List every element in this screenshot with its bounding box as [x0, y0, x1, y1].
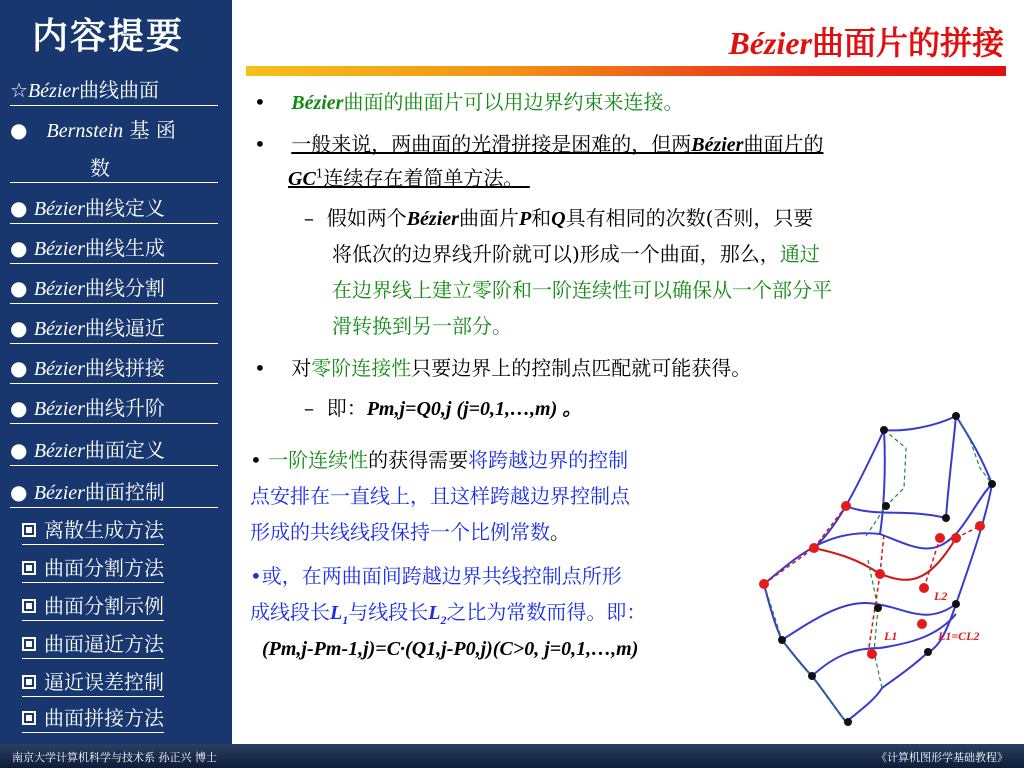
surface-curve — [812, 614, 956, 676]
subnav-item-subdivision-example[interactable]: 曲面分割示例 — [22, 592, 164, 621]
label-l1: L1 — [884, 629, 898, 643]
bullet-3: • 对零阶连接性只要边界上的控制点匹配就可能获得。 — [254, 356, 752, 380]
nav-item-bezier-curves-surfaces[interactable]: ☆Bézier曲线曲面 — [10, 76, 218, 106]
sub-bullet-1-line-4: 滑转换到另一部分。 — [332, 314, 512, 338]
square-bullet-icon — [22, 711, 36, 725]
surface-curve — [846, 506, 946, 518]
cross-boundary-line — [868, 574, 880, 654]
para-1-line-3: 形成的共线线段保持一个比例常数。 — [250, 520, 570, 544]
nav-item-curve-joining[interactable]: ● Bézier曲线拼接 — [10, 354, 218, 384]
cross-boundary-line — [764, 548, 814, 584]
label-l1-eq-cl2: L1=CL2 — [938, 629, 980, 643]
surface-curve — [946, 416, 956, 518]
footer-left-text: 南京大学计算机科学与技术系 孙正兴 博士 — [12, 751, 217, 764]
common-boundary — [814, 538, 956, 580]
sub-bullet-1-line-3: 在边界线上建立零阶和一阶连续性可以确保从一个部分平 — [332, 278, 832, 302]
subnav-item-surface-approximation[interactable]: 曲面逼近方法 — [22, 630, 164, 659]
para-1-line-2: 点安排在一直线上，且这样跨越边界控制点 — [250, 484, 630, 508]
square-bullet-icon — [22, 637, 36, 651]
nav-item-bernstein[interactable]: ● Bernstein 基 函 — [10, 118, 176, 142]
surface-curve — [846, 652, 928, 722]
footer-bar — [0, 744, 1024, 768]
control-polygon — [866, 430, 906, 536]
sub-bullet-2: – 即：Pm,j=Q0,j (j=0,1,…,m) 。 — [304, 396, 583, 420]
sidebar — [0, 0, 232, 744]
square-bullet-icon — [22, 675, 36, 689]
control-polygon — [764, 584, 846, 722]
cross-boundary-line — [880, 534, 884, 574]
square-bullet-icon — [22, 523, 36, 537]
surface-edge — [928, 484, 992, 652]
nav-item-curve-approximation[interactable]: ● Bézier曲线逼近 — [10, 314, 218, 344]
nav-item-surface-definition[interactable]: ● Bézier曲面定义 — [10, 436, 218, 466]
square-bullet-icon — [22, 599, 36, 613]
nav-item-degree-elevation[interactable]: ● Bézier曲线升阶 — [10, 394, 218, 424]
para-2-line-1: •或，在两曲面间跨越边界共线控制点所形 — [250, 564, 622, 588]
sidebar-title — [0, 0, 232, 68]
sub-bullet-1-line-1: – 假如两个Bézier曲面片P和Q具有相同的次数(否则，只要 — [304, 206, 814, 230]
subnav-item-discrete-generation[interactable]: 离散生成方法 — [22, 516, 164, 545]
surface-edge — [764, 584, 846, 722]
subnav-item-error-control[interactable]: 逼近误差控制 — [22, 668, 164, 697]
surface-curve — [880, 430, 885, 534]
slide-title: Bézier曲面片的拼接 — [728, 24, 1004, 62]
label-l2: L2 — [934, 589, 948, 603]
para-2-formula: (Pm,j-Pm-1,j)=C·(Q1,j-P0,j)(C>0, j=0,1,…,m) — [262, 638, 639, 660]
nav-item-surface-control[interactable]: ● Bézier曲面控制 — [10, 478, 218, 508]
title-gradient-bar — [246, 66, 1006, 76]
square-bullet-icon — [22, 561, 36, 575]
subnav-item-surface-subdivision[interactable]: 曲面分割方法 — [22, 554, 164, 583]
bullet-2-line-1: • 一般来说，两曲面的光滑拼接是困难的，但两Bézier曲面片的 — [254, 132, 824, 156]
nav-item-curve-definition[interactable]: ● Bézier曲线定义 — [10, 194, 218, 224]
subnav-item-surface-joining[interactable]: 曲面拼接方法 — [22, 704, 164, 733]
control-polygon — [868, 560, 882, 688]
sidebar-title-text: 内容提要 — [32, 16, 185, 57]
surface-patch-diagram — [756, 408, 1012, 740]
para-2-line-2: 成线段长$L_1$与线段长$L_2$之比为常数而得。即： — [250, 600, 647, 627]
surface-edge — [814, 416, 992, 548]
para-1-line-1: • 一阶连续性的获得需要将跨越边界的控制 — [250, 448, 629, 472]
bullet-2-line-2: $GC^1$连续存在着简单方法。 — [288, 166, 524, 190]
control-points-black — [760, 412, 996, 726]
sub-bullet-1-line-2: 将低次的边界线升阶就可以)形成一个曲面，那么，通过 — [332, 242, 820, 266]
cross-boundary-line — [814, 506, 846, 548]
nav-item-curve-subdivision[interactable]: ● Bézier曲线分割 — [10, 274, 218, 304]
bullet-1: • Bézier曲面的曲面片可以用边界约束来连接。 — [254, 90, 684, 114]
nav-item-curve-generation[interactable]: ● Bézier曲线生成 — [10, 234, 218, 264]
footer-right-text: 《计算机图形学基础教程》 — [876, 751, 1008, 764]
nav-item-bernstein-cont[interactable]: 数 — [10, 154, 218, 183]
